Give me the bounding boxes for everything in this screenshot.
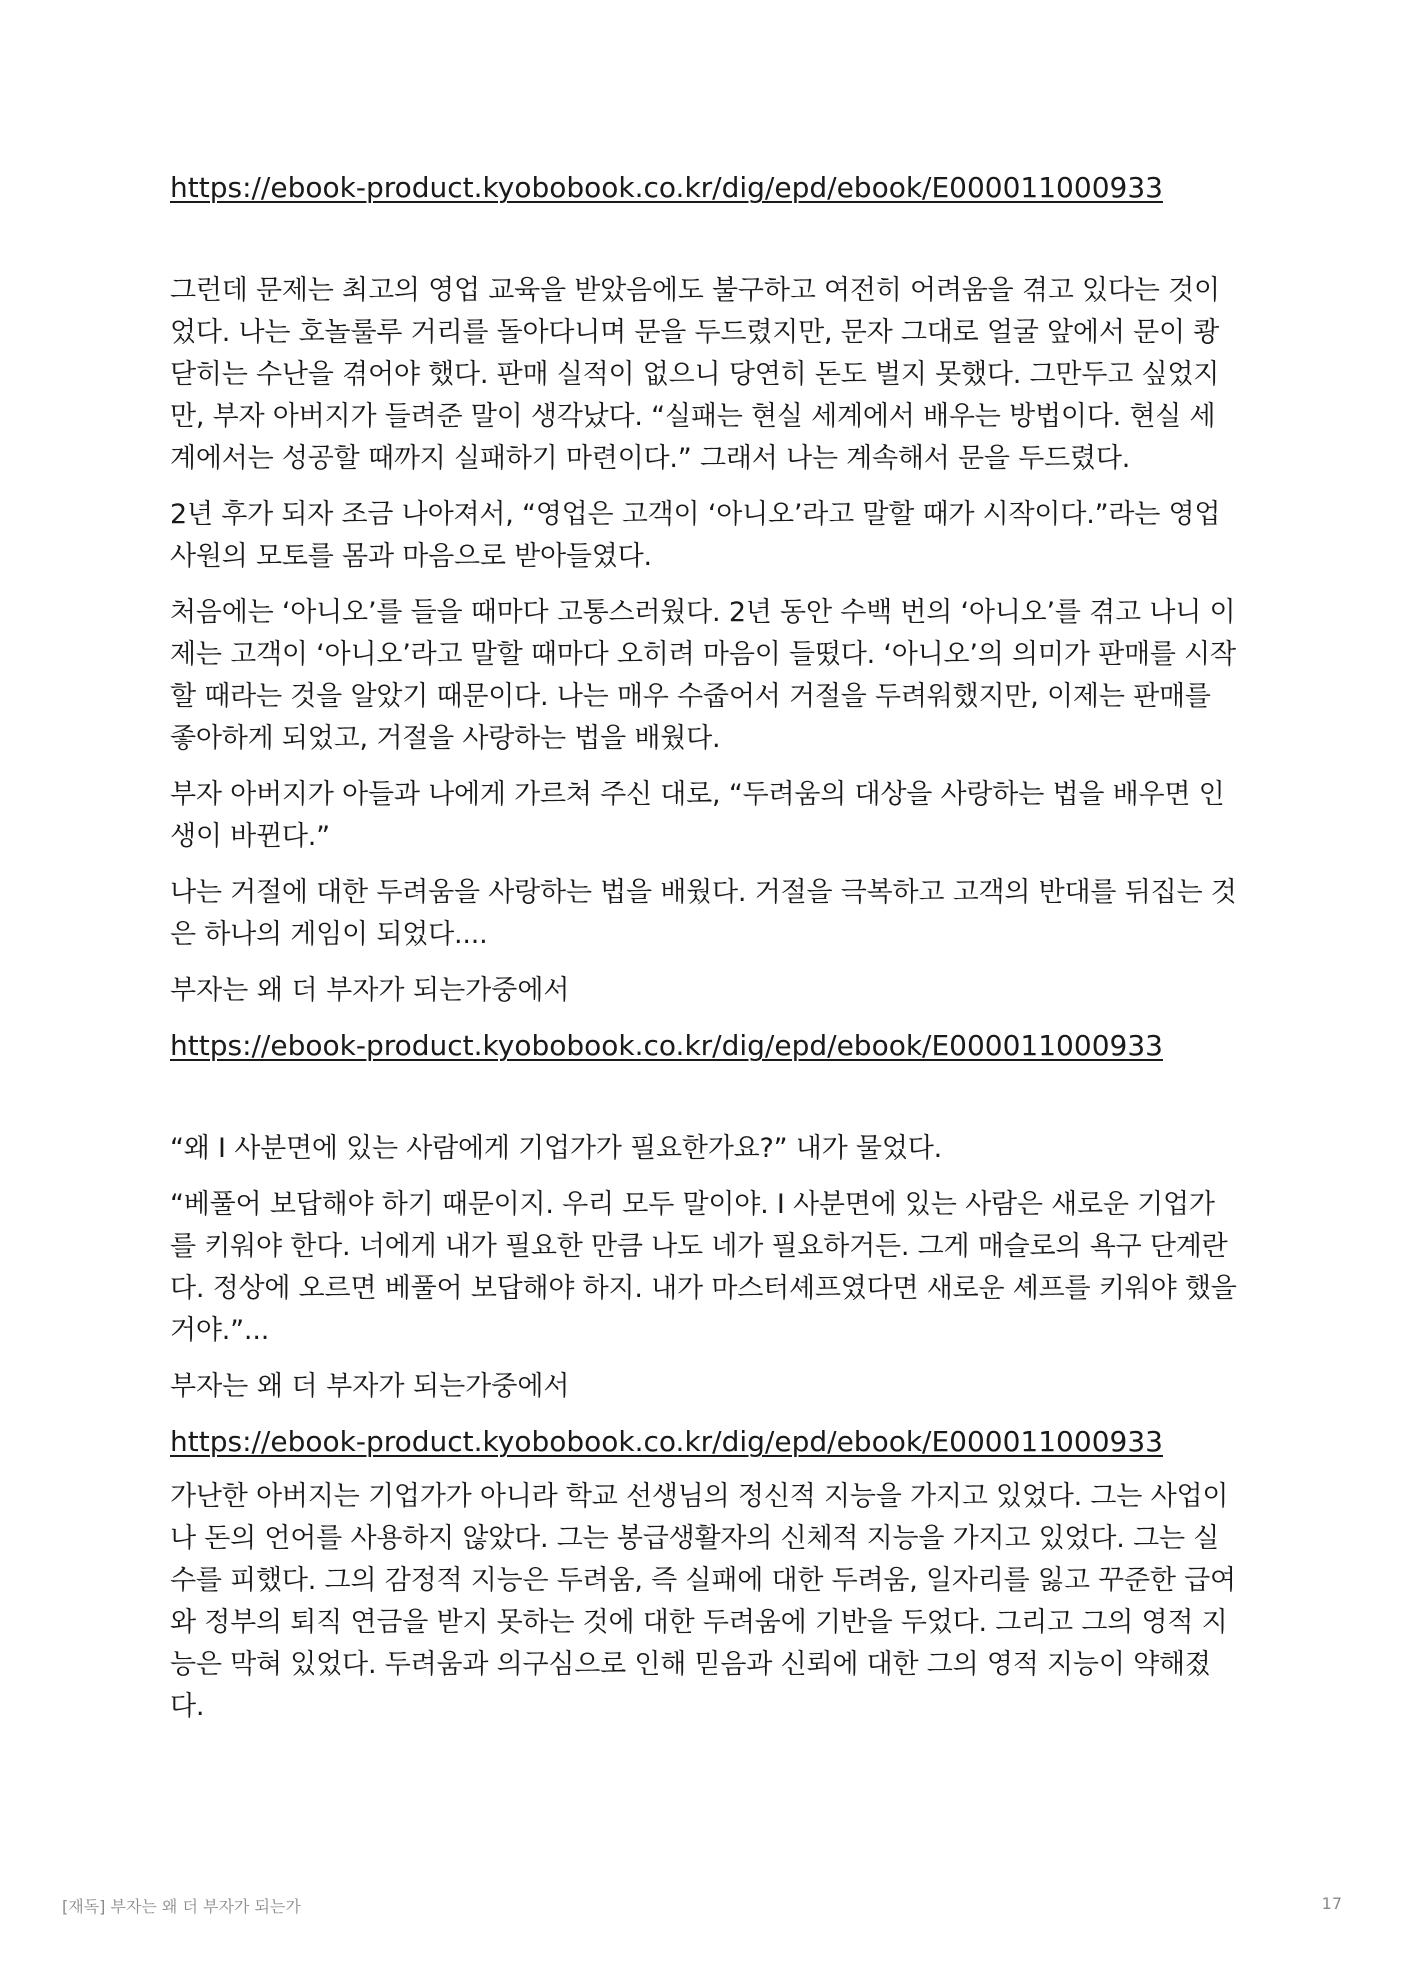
page-number: 17: [1321, 1894, 1342, 1913]
paragraph: 그런데 문제는 최고의 영업 교육을 받았음에도 불구하고 여전히 어려움을 겪고 있다는 것이었다. 나는 호놀룰루 거리를 돌아다니며 문을 두드렸지만, 문자 그대로 얼굴 앞에서 문이 쾅 닫히는 수난을 겪어야 했다. 판매 실적이 없으니 당연히 돈도 벌지 못했다. 그만두고 싶었지만, 부자 아버지가 들려준 말이 생각났다. “실패는 현실 세계에서 배우는 방법이다. 현실 세계에서는 성공할 때까지 실패하기 마련이다.” 그래서 나는 계속해서 문을 두드렸다.: [170, 275, 1220, 474]
paragraph: “왜 I 사분면에 있는 사람에게 기업가가 필요한가요?” 내가 물었다.: [170, 1133, 942, 1164]
paragraph: “베풀어 보답해야 하기 때문이지. 우리 모두 말이야. I 사분면에 있는 사람은 새로운 기업가를 키워야 한다. 너에게 내가 필요한 만큼 나도 네가 필요하거든. 그게 매슬로의 욕구 단계란다. 정상에 오르면 베풀어 보답해야 하지. 내가 마스터셰프였다면 새로운 셰프를 키워야 했을 거야.”...: [170, 1189, 1237, 1346]
ebook-link[interactable]: https://ebook-product.kyobobook.co.kr/dig/epd/ebook/E000011000933: [170, 1425, 1163, 1458]
paragraph: 2년 후가 되자 조금 나아져서, “영업은 고객이 ‘아니오’라고 말할 때가 시작이다.”라는 영업 사원의 모토를 몸과 마음으로 받아들였다.: [170, 499, 1221, 572]
paragraph: 부자 아버지가 아들과 나에게 가르쳐 주신 대로, “두려움의 대상을 사랑하는 법을 배우면 인생이 바뀐다.”: [170, 779, 1225, 852]
source-attribution: 부자는 왜 더 부자가 되는가중에서: [170, 975, 570, 1006]
page-content: [170, 168, 1240, 1742]
ebook-link[interactable]: https://ebook-product.kyobobook.co.kr/dig/epd/ebook/E000011000933: [170, 171, 1163, 204]
ebook-link[interactable]: https://ebook-product.kyobobook.co.kr/dig/epd/ebook/E000011000933: [170, 1029, 1163, 1062]
paragraph: 처음에는 ‘아니오’를 들을 때마다 고통스러웠다. 2년 동안 수백 번의 ‘아니오’를 겪고 나니 이제는 고객이 ‘아니오’라고 말할 때마다 오히려 마음이 들떴다. ‘아니오’의 의미가 판매를 시작할 때라는 것을 알았기 때문이다. 나는 매우 수줍어서 거절을 두려워했지만, 이제는 판매를 좋아하게 되었고, 거절을 사랑하는 법을 배웠다.: [170, 597, 1236, 754]
source-attribution: 부자는 왜 더 부자가 되는가중에서: [170, 1371, 570, 1402]
footer-title: [재독] 부자는 왜 더 부자가 되는가: [62, 1897, 301, 1916]
paragraph: 가난한 아버지는 기업가가 아니라 학교 선생님의 정신적 지능을 가지고 있었다. 그는 사업이나 돈의 언어를 사용하지 않았다. 그는 봉급생활자의 신체적 지능을 가지고 있었다. 그는 실수를 피했다. 그의 감정적 지능은 두려움, 즉 실패에 대한 두려움, 일자리를 잃고 꾸준한 급여와 정부의 퇴직 연금을 받지 못하는 것에 대한 두려움에 기반을 두었다. 그리고 그의 영적 지능은 막혀 있었다. 두려움과 의구심으로 인해 믿음과 신뢰에 대한 그의 영적 지능이 약해졌다.: [170, 1481, 1236, 1722]
paragraph: 나는 거절에 대한 두려움을 사랑하는 법을 배웠다. 거절을 극복하고 고객의 반대를 뒤집는 것은 하나의 게임이 되었다....: [170, 877, 1237, 950]
